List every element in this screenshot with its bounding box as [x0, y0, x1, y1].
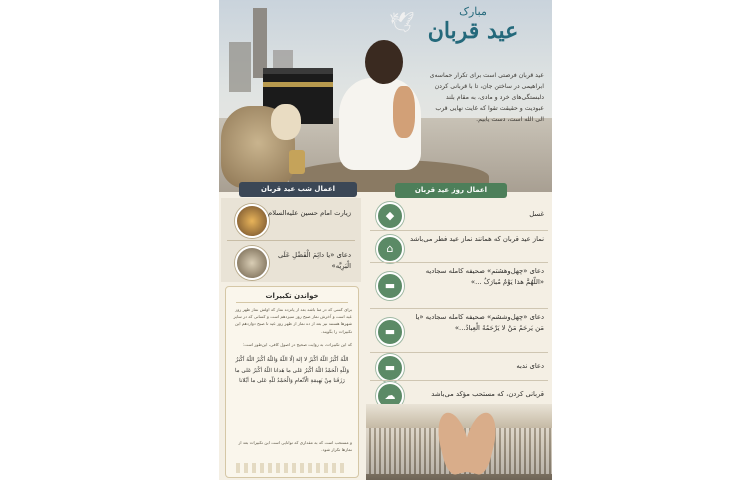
lantern-icon	[289, 150, 305, 174]
takbir-paragraph: برای کسی که در منا باشد بعد از پانزده نماز که اولش نماز ظهر روز عید است و آخرش نماز صبح روز سیزدهم است و کسانی که در سایر شهرها هستند نیز بعد از ده نماز از ظهر روز عید تا صبح دوازدهم این تکبیرات را بگویند.	[233, 307, 352, 334]
hero-image	[219, 0, 552, 192]
day-item	[366, 264, 552, 308]
night-item-text: دعای «یا دائِمَ الْفَضْلِ عَلَی الْبَرِیَّه»	[278, 251, 351, 270]
divider	[370, 308, 548, 309]
building	[229, 42, 251, 92]
sheep-icon: ☁	[376, 382, 404, 410]
takbir-title: خواندن تکبیرات	[236, 290, 348, 303]
title-block	[408, 5, 538, 44]
prayer-book-icon	[235, 246, 269, 280]
day-column	[366, 198, 552, 480]
night-item	[221, 242, 361, 282]
divider	[370, 352, 548, 353]
divider	[370, 380, 548, 381]
divider	[370, 230, 548, 231]
divider	[227, 240, 355, 241]
day-item-text: غسل	[529, 210, 544, 218]
day-item	[366, 232, 552, 262]
day-item-text: دعای «چهل‌وهشتم» صحیفه کامله سجادیه «اللّهُمَّ هذا یَوْمٌ مُبارَکٌ ...»	[425, 267, 544, 286]
mosque-icon: ⌂	[376, 235, 404, 263]
praying-hands-image	[366, 404, 552, 480]
takbir-paragraph: که این تکبیرات، به روایت صحیح در اصول کافی، این‌طور است:	[242, 342, 352, 347]
day-item-text: دعای «چهل‌وششم» صحیفه کامله سجادیه «یا مَن یَرحَمُ مَنْ لا یَرْحَمُهُ الْعِبادُ...»	[415, 313, 544, 332]
night-item	[221, 200, 361, 240]
child-arm	[393, 86, 415, 138]
kaaba-band	[263, 82, 333, 87]
night-column	[221, 198, 361, 480]
takbir-box	[225, 286, 359, 478]
intro-text: عید قربان فرصتی است برای تکرار حماسه‌ی ابراهیمی در ساختن جان، تا با قربانی کردن دلبستگی‌های خرد و مادی، به مقام بلند عبودیت و حقیقت تقوا که غایت نهایی قرب الی الله است، دست یابیم.	[429, 72, 544, 123]
day-item	[366, 202, 552, 228]
title-sub: مبارک	[459, 5, 487, 18]
child-head	[365, 40, 403, 84]
takbir-paragraph: و مستحب است که به مقداری که توانایی است این تکبیرات بعد از نمازها تکرار شود.	[238, 440, 352, 453]
eid-poster	[219, 0, 552, 480]
takbir-arabic: اللّهُ أكْبَرُ اللّهُ أكْبَرُ لا إلهَ إلّا اللّهُ وَاللّهُ أكْبَرُ اللّهُ أكْبَرُ وَللّهِ الْحَمْدُ اللّهُ أكْبَرُ عَلى ما هَدانا اللّهُ أكْبَرُ عَلى ما رَزَقَنا مِنْ بَهِيمَةِ الْأنْعامِ وَالْحَمْدُ للّهِ عَلى ما أبْلانا	[234, 357, 350, 385]
day-item-text: نماز عید قربان که همانند نماز عید فطر می‌باشد	[409, 235, 544, 243]
sheep-head	[271, 104, 301, 140]
day-item	[366, 310, 552, 352]
book-icon: ▬	[376, 272, 404, 300]
book-icon: ▬	[376, 318, 404, 346]
book-icon: ▬	[376, 354, 404, 382]
shrine-icon	[235, 204, 269, 238]
title-main: عید قربان	[427, 18, 519, 44]
day-item-text: قربانی کردن، که مستحب مؤکد می‌باشد	[431, 390, 544, 398]
wash-icon: ◆	[376, 202, 404, 230]
day-item-text: دعای ندبه	[516, 362, 544, 370]
day-item	[366, 354, 552, 380]
night-item-text: زیارت امام حسین علیه‌السلام	[268, 209, 351, 217]
night-list	[221, 198, 361, 282]
night-section-title: اعمال شب عید قربان	[239, 182, 357, 197]
dove-icon: 🕊	[389, 10, 415, 34]
day-section-title: اعمال روز عید قربان	[395, 183, 507, 198]
divider	[370, 262, 548, 263]
ornament	[236, 463, 348, 473]
